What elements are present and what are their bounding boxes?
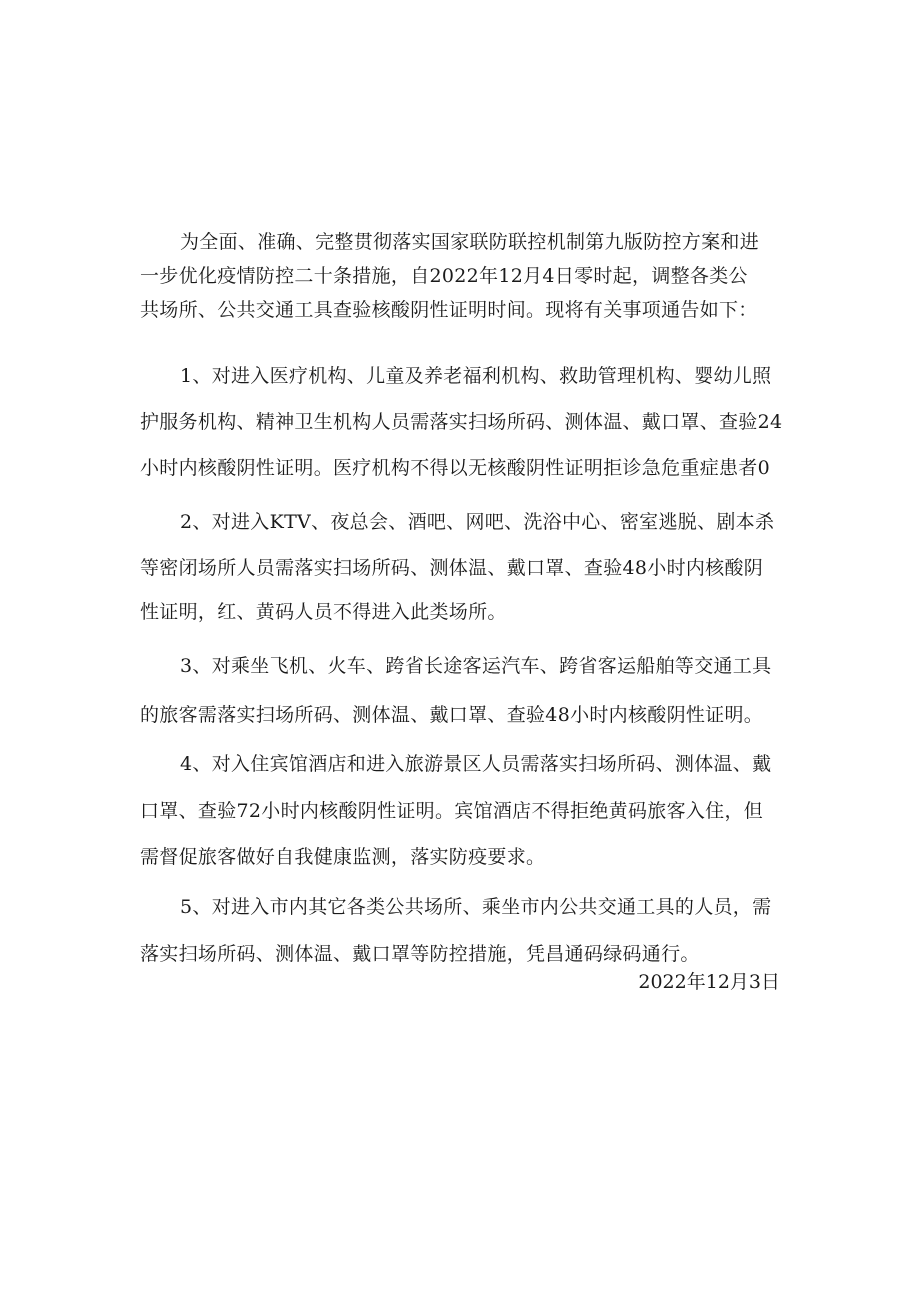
item-4-line: 口罩、查验72小时内核酸阴性证明。宾馆酒店不得拒绝黄码旅客入住，但 — [140, 800, 764, 822]
intro-line: 共场所、公共交通工具查验核酸阴性证明时间。现将有关事项通告如下： — [140, 299, 758, 321]
notice-date: 2022年12月3日 — [638, 971, 780, 993]
item-4-line: 需督促旅客做好自我健康监测，落实防疫要求。 — [140, 846, 546, 868]
intro-line: 为全面、准确、完整贯彻落实国家联防联控机制第九版防控方案和进 — [180, 231, 760, 253]
item-3-line: 的旅客需落实扫场所码、测体温、戴口罩、查验48小时内核酸阴性证明。 — [140, 704, 764, 726]
item-2-line: 性证明，红、黄码人员不得进入此类场所。 — [140, 601, 507, 623]
item-3-line: 3、对乘坐飞机、火车、跨省长途客运汽车、跨省客运船舶等交通工具 — [180, 655, 772, 677]
item-2-line: 等密闭场所人员需落实扫场所码、测体温、戴口罩、查验48小时内核酸阴 — [140, 557, 764, 579]
item-4-line: 4、对入住宾馆酒店和进入旅游景区人员需落实扫场所码、测体温、戴 — [180, 753, 772, 775]
intro-line: 一步优化疫情防控二十条措施，自2022年12月4日零时起，调整各类公 — [140, 265, 748, 287]
item-1-line: 小时内核酸阴性证明。医疗机构不得以无核酸阴性证明拒诊急危重症患者0 — [140, 457, 770, 479]
item-1-line: 护服务机构、精神卫生机构人员需落实扫场所码、测体温、戴口罩、查验24 — [140, 411, 783, 433]
item-5-line: 落实扫场所码、测体温、戴口罩等防控措施，凭昌通码绿码通行。 — [140, 943, 700, 965]
item-5-line: 5、对进入市内其它各类公共场所、乘坐市内公共交通工具的人员，需 — [180, 896, 772, 918]
item-1-line: 1、对进入医疗机构、儿童及养老福利机构、救助管理机构、婴幼儿照 — [180, 365, 772, 387]
item-2-line: 2、对进入KTV、夜总会、酒吧、网吧、洗浴中心、密室逃脱、剧本杀 — [180, 511, 775, 533]
